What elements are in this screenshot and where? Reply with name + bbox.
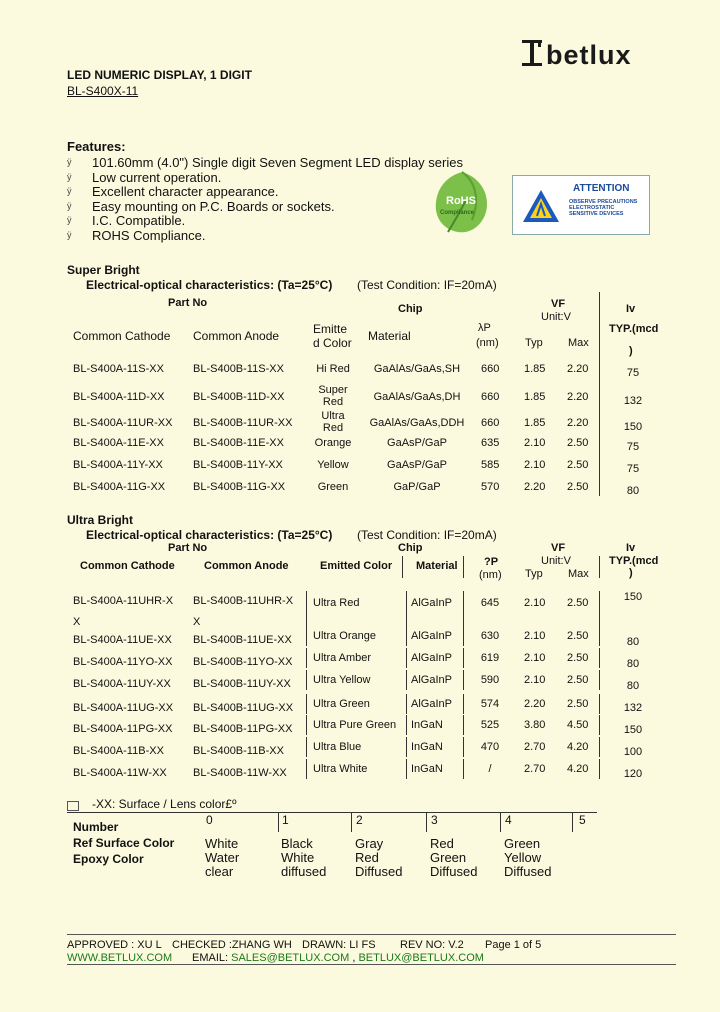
- ultra-bright-heading: Ultra Bright: [67, 513, 133, 527]
- cell-nm: 630: [480, 630, 500, 642]
- epoxy-color: Red Diffused: [355, 850, 403, 879]
- col-header-vf: VF: [551, 298, 566, 310]
- col-header-emitted-color: d Color: [313, 336, 352, 350]
- cell-anode: BL-S400B-11PG-XX: [193, 723, 293, 735]
- cell-typ: 1.85: [524, 363, 546, 375]
- cell-max: 4.50: [567, 719, 589, 731]
- cell-emitted-color: Ultra Amber: [313, 652, 372, 664]
- surface-title: -XX: Surface / Lens color£º: [92, 797, 237, 811]
- features-heading: Features:: [67, 139, 126, 154]
- cell-max: 4.20: [567, 763, 589, 775]
- feature-bullet-icon: ÿ: [67, 215, 72, 225]
- col-header-typ: Typ: [525, 568, 543, 580]
- cell-material: AlGaInP: [411, 674, 452, 686]
- cell-typ: 1.85: [524, 417, 546, 429]
- col-header-part-no: Part No: [168, 297, 208, 309]
- feature-item: Low current operation.: [92, 170, 222, 185]
- col-header-iv: Iv: [626, 542, 636, 554]
- cell-material: AlGaInP: [411, 652, 452, 664]
- footer-rev: REV NO: V.2: [400, 939, 464, 951]
- cell-typ: 2.70: [524, 741, 546, 753]
- cell-material: InGaN: [411, 763, 443, 775]
- row-label-epoxy: Epoxy Color: [73, 852, 144, 866]
- website-link[interactable]: WWW.BETLUX.COM: [67, 952, 173, 964]
- feature-bullet-icon: ÿ: [67, 157, 72, 167]
- cell-emitted-color: Ultra Yellow: [313, 674, 371, 686]
- cell-anode: BL-S400B-11UG-XX: [193, 702, 294, 714]
- email-separator: ,: [349, 952, 359, 964]
- super-bright-heading: Super Bright: [67, 263, 140, 277]
- surface-color: Red: [430, 836, 454, 851]
- cell-cathode: BL-S400A-11B-XX: [73, 745, 164, 757]
- col-header-chip: Chip: [398, 303, 423, 315]
- cell-cathode: BL-S400A-11D-XX: [73, 391, 165, 403]
- attention-line: SENSITIVE DEVICES: [569, 211, 624, 217]
- cell-material: GaAsP/GaP: [387, 459, 447, 471]
- col-header-emitted-color: Emitted Color: [320, 560, 393, 572]
- col-header-typ: Typ: [525, 337, 543, 349]
- cell-material: GaAlAs/GaAs,DH: [373, 391, 461, 403]
- cell-iv: 80: [626, 636, 640, 648]
- epoxy-color: White diffused: [281, 850, 327, 879]
- attention-title: ATTENTION: [573, 183, 630, 194]
- cell-nm: 619: [480, 652, 500, 664]
- cell-emitted-color: Hi Red: [316, 363, 350, 375]
- cell-iv: 80: [626, 485, 640, 497]
- surface-number: 3: [431, 813, 438, 827]
- cell-iv: 75: [626, 441, 640, 453]
- cell-max: 2.50: [567, 652, 589, 664]
- ultra-bright-subtitle: Electrical-optical characteristics: (Ta=25°C): [86, 528, 333, 542]
- cell-iv: 150: [623, 591, 643, 603]
- cell-nm: 525: [480, 719, 500, 731]
- cell-nm: 645: [480, 597, 500, 609]
- col-header-max: Max: [568, 337, 589, 349]
- super-bright-subtitle: Electrical-optical characteristics: (Ta=25°C): [86, 278, 333, 292]
- cell-anode: BL-S400B-11Y-XX: [193, 459, 283, 471]
- footer-approved: APPROVED : XU L: [67, 939, 162, 951]
- cell-cathode: BL-S400A-11PG-XX: [73, 723, 173, 735]
- feature-item: 101.60mm (4.0") Single digit Seven Segment LED display series: [92, 155, 463, 170]
- cell-typ: 2.10: [524, 674, 546, 686]
- ultra-bright-condition: (Test Condition: IF=20mA): [357, 528, 497, 542]
- cell-nm: 660: [481, 363, 500, 375]
- col-header-unit: Unit:V: [541, 311, 571, 323]
- cell-nm: /: [488, 763, 492, 775]
- cell-material: GaAlAs/GaAs,DDH: [369, 417, 465, 429]
- super-bright-condition: (Test Condition: IF=20mA): [357, 278, 497, 292]
- cell-anode: BL-S400B-11W-XX: [193, 767, 287, 779]
- cell-emitted-color: Ultra White: [313, 763, 368, 775]
- cell-material: AlGaInP: [411, 597, 452, 609]
- cell-cathode: BL-S400A-11Y-XX: [73, 459, 163, 471]
- cell-nm: 660: [481, 417, 500, 429]
- col-header-cathode: Common Cathode: [80, 560, 175, 572]
- cell-cathode: BL-S400A-11YO-XX: [73, 656, 173, 668]
- sales-email-link[interactable]: SALES@BETLUX.COM: [231, 952, 350, 964]
- epoxy-color: Water clear: [205, 850, 240, 879]
- cell-emitted-color: Super Red: [318, 384, 348, 408]
- epoxy-color: Yellow Diffused: [504, 850, 552, 879]
- rohs-text: RoHS: [446, 195, 476, 207]
- footer-page: Page 1 of 5: [485, 939, 542, 951]
- cell-emitted-color: Ultra Green: [313, 698, 370, 710]
- cell-typ: 3.80: [524, 719, 546, 731]
- epoxy-color: Green Diffused: [430, 850, 478, 879]
- cell-iv: 75: [626, 463, 640, 475]
- cell-typ: 2.20: [524, 481, 546, 493]
- col-header-lambda: ?P: [484, 556, 499, 568]
- col-header-material: Material: [368, 329, 411, 343]
- col-header-chip: Chip: [398, 542, 423, 554]
- feature-item: Easy mounting on P.C. Boards or sockets.: [92, 199, 335, 214]
- cell-max: 2.20: [567, 417, 589, 429]
- cell-material: GaAlAs/GaAs,SH: [373, 363, 461, 375]
- cell-emitted-color: Ultra Pure Green: [313, 719, 397, 731]
- col-header-typ-mcd: TYP.(mcd: [609, 555, 659, 567]
- cell-emitted-color: Yellow: [317, 459, 349, 471]
- surface-color: Black: [281, 836, 313, 851]
- cell-nm: 590: [480, 674, 500, 686]
- cell-cathode: BL-S400A-11UR-XX: [73, 417, 173, 429]
- feature-bullet-icon: ÿ: [67, 230, 72, 240]
- col-header-typ-mcd: TYP.(mcd: [609, 323, 659, 335]
- col-header-typ-mcd: ): [629, 345, 633, 357]
- footer-checked: CHECKED :ZHANG WH: [172, 939, 292, 951]
- cell-cathode: BL-S400A-11S-XX: [73, 363, 164, 375]
- cell-material: InGaN: [411, 741, 443, 753]
- cell-emitted-color: Green: [317, 481, 349, 493]
- attention-esd-label: [512, 175, 650, 235]
- rohs-compliance-text: Compliance: [440, 210, 475, 216]
- cell-material: InGaN: [411, 719, 443, 731]
- cell-max: 2.50: [567, 630, 589, 642]
- cell-material: AlGaInP: [411, 630, 452, 642]
- cell-iv: 100: [623, 746, 643, 758]
- cell-nm: 570: [481, 481, 500, 493]
- feature-item: I.C. Compatible.: [92, 213, 186, 228]
- col-header-anode: Common Anode: [193, 329, 280, 343]
- cell-max: 2.50: [567, 437, 589, 449]
- cell-anode: BL-S400B-11UY-XX: [193, 678, 291, 690]
- cell-nm: 635: [481, 437, 500, 449]
- cell-typ: 2.10: [524, 630, 546, 642]
- cell-anode: BL-S400B-11B-XX: [193, 745, 284, 757]
- col-header-cathode: Common Cathode: [73, 329, 171, 343]
- cell-material: GaAsP/GaP: [387, 437, 447, 449]
- cell-iv: 80: [626, 658, 640, 670]
- document-title: LED NUMERIC DISPLAY, 1 DIGIT: [67, 68, 252, 82]
- cell-nm: 660: [481, 391, 500, 403]
- col-header-emitted-color: Emitte: [313, 322, 348, 336]
- cell-emitted-color: Ultra Red: [321, 410, 345, 434]
- surface-color: White: [205, 836, 239, 851]
- rohs-leaf-icon: [432, 170, 492, 236]
- cell-anode: BL-S400B-11E-XX: [193, 437, 284, 449]
- cell-anode: BL-S400B-11UHR-X X: [193, 595, 294, 628]
- cell-emitted-color: Ultra Red: [313, 597, 360, 609]
- cell-max: 2.50: [567, 481, 589, 493]
- surface-number: 0: [206, 813, 213, 827]
- cell-cathode: BL-S400A-11E-XX: [73, 437, 164, 449]
- attention-line: ELECTROSTATIC: [569, 205, 615, 211]
- cell-typ: 2.10: [524, 597, 546, 609]
- cell-cathode: BL-S400A-11UE-XX: [73, 634, 172, 646]
- col-header-typ-mcd: ): [629, 567, 633, 579]
- cell-typ: 2.10: [524, 459, 546, 471]
- cell-nm: 574: [480, 698, 500, 710]
- cell-cathode: BL-S400A-11W-XX: [73, 767, 167, 779]
- cell-max: 2.50: [567, 597, 589, 609]
- cell-iv: 150: [623, 421, 643, 433]
- part-number: BL-S400X-11: [67, 84, 139, 98]
- cell-anode: BL-S400B-11UR-XX: [193, 417, 293, 429]
- feature-item: ROHS Compliance.: [92, 228, 206, 243]
- cell-cathode: BL-S400A-11UG-XX: [73, 702, 174, 714]
- surface-color: Gray: [355, 836, 384, 851]
- col-header-iv: Iv: [626, 303, 636, 315]
- feature-bullet-icon: ÿ: [67, 186, 72, 196]
- cell-iv: 120: [623, 768, 643, 780]
- cell-max: 2.50: [567, 698, 589, 710]
- cell-typ: 2.20: [524, 698, 546, 710]
- col-header-material: Material: [416, 560, 458, 572]
- col-header-max: Max: [568, 568, 589, 580]
- surface-color: Green: [504, 836, 541, 851]
- cell-anode: BL-S400B-11D-XX: [193, 391, 285, 403]
- cell-typ: 2.10: [524, 437, 546, 449]
- cell-emitted-color: Ultra Blue: [313, 741, 362, 753]
- surface-number: 2: [356, 813, 363, 827]
- cell-iv: 150: [623, 724, 643, 736]
- surface-number: 5: [579, 813, 586, 827]
- cell-material: GaP/GaP: [393, 481, 441, 493]
- cell-emitted-color: Orange: [314, 437, 352, 449]
- col-header-nm: (nm): [479, 569, 502, 581]
- cell-anode: BL-S400B-11UE-XX: [193, 634, 292, 646]
- cell-emitted-color: Ultra Orange: [313, 630, 376, 642]
- cell-max: 2.20: [567, 391, 589, 403]
- cell-anode: BL-S400B-11S-XX: [193, 363, 284, 375]
- cell-iv: 80: [626, 680, 640, 692]
- col-header-vf: VF: [551, 542, 566, 554]
- cell-nm: 585: [481, 459, 500, 471]
- col-header-lambda: λP: [478, 322, 491, 334]
- betlux-email-link[interactable]: BETLUX@BETLUX.COM: [358, 952, 484, 964]
- cell-typ: 2.70: [524, 763, 546, 775]
- row-label-surface: Ref Surface Color: [73, 836, 175, 850]
- cell-cathode: BL-S400A-11UY-XX: [73, 678, 171, 690]
- surface-number: 4: [505, 813, 512, 827]
- brand-text: betlux: [546, 40, 632, 68]
- col-header-nm: (nm): [476, 337, 499, 349]
- col-header-unit: Unit:V: [541, 555, 571, 567]
- cell-cathode: BL-S400A-11G-XX: [73, 481, 166, 493]
- cell-max: 2.50: [567, 674, 589, 686]
- cell-max: 2.50: [567, 459, 589, 471]
- attention-line: OBSERVE PRECAUTIONS: [569, 199, 638, 205]
- cell-max: 4.20: [567, 741, 589, 753]
- betlux-logo: [522, 40, 650, 73]
- cell-max: 2.20: [567, 363, 589, 375]
- col-header-anode: Common Anode: [204, 560, 289, 572]
- col-header-part-no: Part No: [168, 542, 208, 554]
- cell-material: AlGaInP: [411, 698, 452, 710]
- cell-typ: 1.85: [524, 391, 546, 403]
- cell-nm: 470: [480, 741, 500, 753]
- cell-anode: BL-S400B-11YO-XX: [193, 656, 293, 668]
- cell-iv: 132: [623, 702, 643, 714]
- cell-iv: 132: [623, 395, 643, 407]
- cell-typ: 2.10: [524, 652, 546, 664]
- surface-number: 1: [282, 813, 289, 827]
- footer-drawn: DRAWN: LI FS: [302, 939, 376, 951]
- checkbox-icon: [67, 801, 79, 811]
- row-label-number: Number: [73, 820, 119, 834]
- cell-cathode: BL-S400A-11UHR-X X: [73, 595, 174, 628]
- feature-bullet-icon: ÿ: [67, 201, 72, 211]
- cell-iv: 75: [626, 367, 640, 379]
- cell-anode: BL-S400B-11G-XX: [193, 481, 286, 493]
- feature-item: Excellent character appearance.: [92, 184, 279, 199]
- email-label: EMAIL:: [192, 952, 232, 964]
- feature-bullet-icon: ÿ: [67, 172, 72, 182]
- esd-warning-icon: [521, 188, 561, 224]
